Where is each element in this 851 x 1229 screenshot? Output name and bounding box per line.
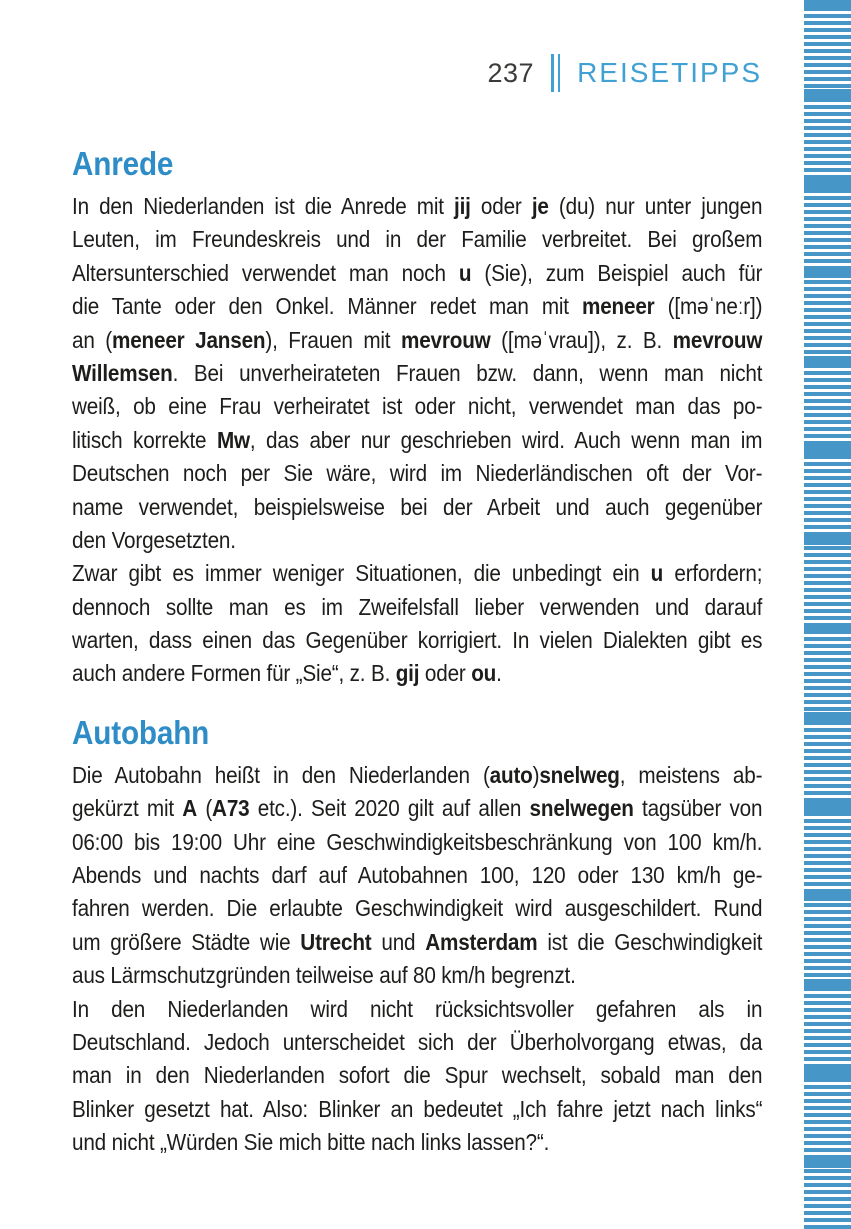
text-run: Altersunterschied verwendet man noch	[72, 259, 459, 286]
text-line	[72, 257, 762, 290]
bold-term: Amsterdam	[425, 928, 538, 955]
text-line	[72, 290, 762, 323]
text-run: und	[371, 928, 426, 955]
text-line	[72, 624, 762, 657]
text-run: (	[197, 795, 213, 822]
bold-term: jij	[454, 193, 471, 219]
text-run: erfordern;	[663, 560, 763, 587]
text-run: oder	[419, 660, 472, 687]
text-run: oder	[470, 193, 532, 219]
text-run: die Tante oder den Onkel. Männer redet man mit	[72, 293, 582, 320]
text-run: ist die Geschwindigkeit	[537, 928, 763, 955]
text-run: man in den Niederlanden sofort die Spur wechselt, sobald man den	[72, 1062, 763, 1089]
bold-term: auto	[489, 761, 533, 788]
text-line	[72, 457, 762, 490]
text-run: Die Autobahn heißt in den Niederlanden (	[72, 761, 490, 788]
text-line	[72, 591, 762, 624]
text-line	[72, 826, 762, 859]
text-run: , meistens ab-	[619, 761, 763, 788]
text-run: Deutschland. Jedoch unterscheidet sich der Überholvorgang etwas, da	[72, 1028, 763, 1055]
bold-term: snelweg	[539, 761, 620, 788]
text-line	[72, 557, 762, 590]
text-run: (Sie), zum Beispiel auch für	[471, 259, 763, 286]
text-run: ([məˈneːr])	[654, 293, 763, 320]
text-line	[72, 892, 762, 925]
text-run: ), Frauen mit	[265, 326, 401, 353]
paragraph	[72, 993, 762, 1160]
text-line	[72, 1026, 762, 1059]
text-run: ([məˈvrau]), z. B.	[490, 326, 673, 353]
bold-term: Willemsen	[72, 359, 173, 386]
text-line	[72, 792, 762, 825]
text-run: weiß, ob eine Frau verheiratet ist oder nicht, verwendet man das po-	[72, 393, 763, 420]
text-line	[72, 190, 762, 223]
text-run: )	[532, 761, 540, 788]
text-run: , das aber nur geschrieben wird. Auch wenn man im	[249, 426, 763, 453]
text-run: gekürzt mit	[72, 795, 183, 822]
text-run: Abends und nachts darf auf Autobahnen 100, 120 oder 130 km/h ge-	[72, 862, 763, 889]
text-line	[72, 959, 762, 992]
bold-term: A	[182, 795, 198, 822]
text-line	[72, 1093, 762, 1126]
text-run: (du) nur unter jungen	[548, 193, 763, 219]
text-line	[72, 859, 762, 892]
text-run: etc.). Seit 2020 gilt auf allen	[249, 795, 530, 822]
bold-term: mevrouw	[672, 326, 763, 353]
article-title: Anrede	[72, 145, 174, 182]
text-run: . Bei unverheirateten Frauen bzw. dann, wenn man nicht	[172, 359, 763, 386]
bold-term: meneer	[581, 293, 655, 320]
text-line	[72, 657, 762, 690]
bold-term: Utrecht	[300, 928, 372, 955]
text-run: an (	[72, 326, 112, 353]
text-line	[72, 357, 762, 390]
text-line	[72, 1126, 762, 1159]
text-run: Deutschen noch per Sie wäre, wird im Niederländischen oft der Vor-	[72, 460, 763, 487]
text-run: Leuten, im Freundeskreis und in der Familie verbreitet. Bei großem	[72, 226, 763, 253]
text-run: um größere Städte wie	[72, 928, 301, 955]
bold-term: A73	[212, 795, 250, 822]
text-run: fahren werden. Die erlaubte Geschwindigkeit wird ausgeschildert. Rund	[72, 895, 763, 922]
text-run: .	[496, 660, 502, 687]
text-run: In den Niederlanden ist die Anrede mit	[72, 193, 455, 219]
text-line	[72, 324, 762, 357]
text-line	[72, 926, 762, 959]
text-run: Zwar gibt es immer weniger Situationen, die unbedingt ein	[72, 560, 651, 587]
text-run: 06:00 bis 19:00 Uhr eine Geschwindigkeitsbeschränkung von 100 km/h.	[72, 828, 763, 855]
bold-term: mevrouw	[400, 326, 491, 353]
text-run: dennoch sollte man es im Zweifelsfall lieber verwenden und darauf	[72, 593, 763, 620]
text-line	[72, 223, 762, 256]
bold-term: ou	[471, 660, 497, 687]
section-label: REISETIPPS	[577, 57, 762, 88]
paragraph	[72, 190, 762, 557]
text-run: und nicht „Würden Sie mich bitte nach links lassen?“.	[72, 1129, 550, 1156]
bold-term: u	[650, 560, 664, 587]
bold-term: Mw	[216, 426, 250, 453]
page-header	[488, 54, 763, 92]
text-run: aus Lärmschutzgründen teilweise auf 80 km/h begrenzt.	[72, 962, 576, 989]
text-line	[72, 524, 762, 557]
paragraph	[72, 557, 762, 691]
double-bar-icon	[549, 54, 562, 92]
text-line	[72, 759, 762, 792]
text-run: litisch korrekte	[72, 426, 217, 453]
paragraph	[72, 759, 762, 993]
page-content	[72, 145, 762, 1160]
text-run: auch andere Formen für „Sie“, z. B.	[72, 660, 396, 687]
text-run: warten, dass einen das Gegenüber korrigiert. In vielen Dialekten gibt es	[72, 627, 763, 654]
bold-term: u	[458, 259, 472, 286]
text-run: Blinker gesetzt hat. Also: Blinker an bedeutet „Ich fahre jetzt nach links“	[72, 1095, 763, 1122]
text-run: In den Niederlanden wird nicht rücksichtsvoller gefahren als in	[72, 995, 763, 1022]
text-run: tagsüber von	[633, 795, 763, 822]
bold-term: meneer Jansen	[111, 326, 266, 353]
text-line	[72, 491, 762, 524]
bold-term: je	[531, 193, 549, 219]
bold-term: gij	[395, 660, 420, 687]
text-line	[72, 993, 762, 1026]
article-title: Autobahn	[72, 713, 210, 751]
text-line	[72, 424, 762, 457]
text-run: name verwendet, beispielsweise bei der Arbeit und auch gegenüber	[72, 493, 763, 520]
bold-term: snelwegen	[529, 795, 634, 822]
text-run: den Vorgesetzten.	[72, 526, 236, 553]
text-line	[72, 1059, 762, 1092]
text-line	[72, 390, 762, 423]
page-number: 237	[487, 57, 535, 88]
stripe-pattern	[804, 0, 851, 1229]
